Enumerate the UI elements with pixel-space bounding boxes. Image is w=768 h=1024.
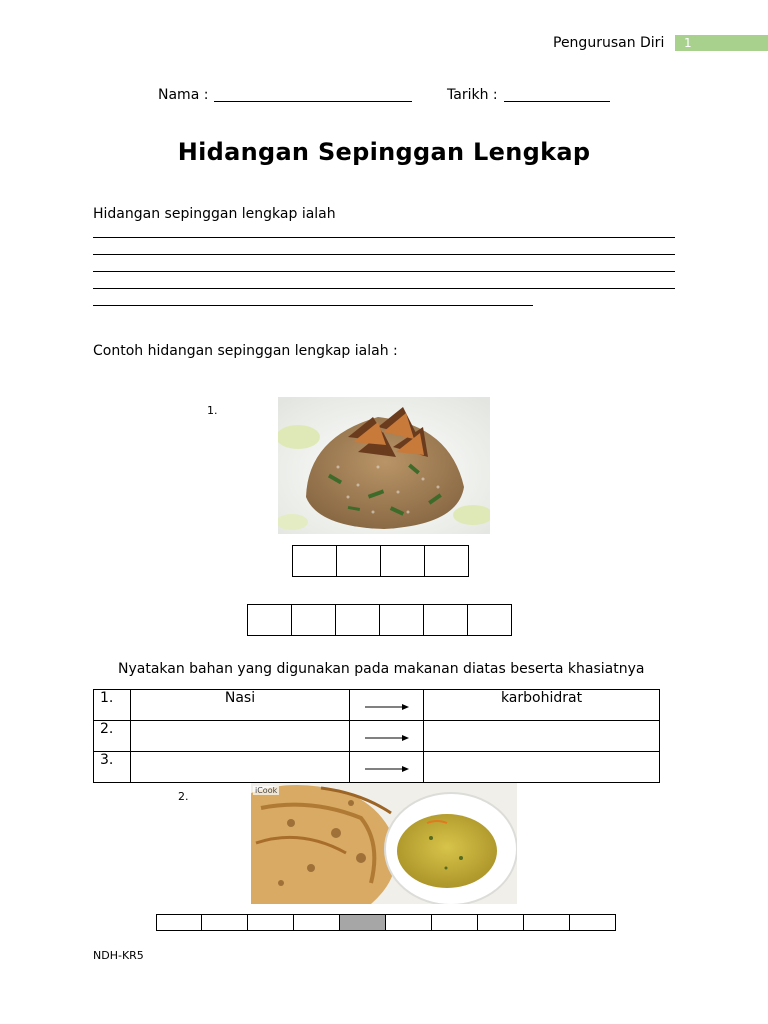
- answer-line[interactable]: [93, 237, 675, 238]
- table-row: [94, 690, 660, 721]
- answer-line[interactable]: [93, 271, 675, 272]
- arrow-cell: [350, 690, 424, 721]
- fried-rice-image: [278, 397, 490, 534]
- roti-canai-image: [251, 783, 517, 904]
- arrow-right-icon: [365, 766, 409, 772]
- row-number: 1.: [94, 690, 131, 721]
- arrow-cell: [350, 721, 424, 752]
- letter-box[interactable]: [247, 604, 292, 636]
- letter-box-filled: [339, 914, 386, 931]
- answer-line[interactable]: [93, 305, 533, 306]
- word-boxes-2: [247, 604, 512, 636]
- instruction-text: Nyatakan bahan yang digunakan pada makanan diatas beserta khasiatnya: [118, 661, 645, 677]
- nutrient-cell[interactable]: [424, 752, 660, 783]
- word-boxes-1: [292, 545, 469, 577]
- answer-line[interactable]: [93, 254, 675, 255]
- nutrient-cell[interactable]: [424, 721, 660, 752]
- ingredient-cell[interactable]: [131, 752, 350, 783]
- page-title: Hidangan Sepinggan Lengkap: [177, 138, 591, 166]
- example-2-number: 2.: [178, 790, 189, 803]
- ingredients-table: [93, 689, 660, 783]
- date-blank[interactable]: [504, 101, 610, 102]
- definition-prompt: Hidangan sepinggan lengkap ialah: [93, 206, 336, 222]
- letter-box[interactable]: [424, 545, 469, 577]
- letter-box[interactable]: [477, 914, 524, 931]
- table-row: [94, 721, 660, 752]
- example-prompt: Contoh hidangan sepinggan lengkap ialah :: [93, 343, 398, 359]
- letter-box[interactable]: [201, 914, 248, 931]
- letter-box[interactable]: [379, 604, 424, 636]
- word-boxes-3: [156, 914, 616, 931]
- letter-box[interactable]: [380, 545, 425, 577]
- row-number: 3.: [94, 752, 131, 783]
- nutrient-cell[interactable]: karbohidrat: [424, 690, 660, 721]
- letter-box[interactable]: [292, 545, 337, 577]
- letter-box[interactable]: [291, 604, 336, 636]
- arrow-right-icon: [365, 735, 409, 741]
- letter-box[interactable]: [335, 604, 380, 636]
- answer-line[interactable]: [93, 288, 675, 289]
- letter-box[interactable]: [523, 914, 570, 931]
- footer-code: NDH-KR5: [93, 949, 144, 962]
- page-number: 1: [675, 35, 768, 51]
- letter-box[interactable]: [156, 914, 202, 931]
- watermark: iCook: [255, 786, 278, 795]
- header-title: Pengurusan Diri: [553, 35, 665, 51]
- ingredient-cell[interactable]: Nasi: [131, 690, 350, 721]
- letter-box[interactable]: [431, 914, 478, 931]
- table-row: [94, 752, 660, 783]
- letter-box[interactable]: [336, 545, 381, 577]
- ingredient-cell[interactable]: [131, 721, 350, 752]
- letter-box[interactable]: [385, 914, 432, 931]
- name-blank[interactable]: [214, 101, 412, 102]
- name-label: Nama :: [158, 87, 209, 103]
- letter-box[interactable]: [293, 914, 340, 931]
- letter-box[interactable]: [467, 604, 512, 636]
- arrow-cell: [350, 752, 424, 783]
- letter-box[interactable]: [423, 604, 468, 636]
- date-label: Tarikh :: [447, 87, 498, 103]
- letter-box[interactable]: [569, 914, 616, 931]
- arrow-right-icon: [365, 704, 409, 710]
- example-1-number: 1.: [207, 404, 218, 417]
- row-number: 2.: [94, 721, 131, 752]
- letter-box[interactable]: [247, 914, 294, 931]
